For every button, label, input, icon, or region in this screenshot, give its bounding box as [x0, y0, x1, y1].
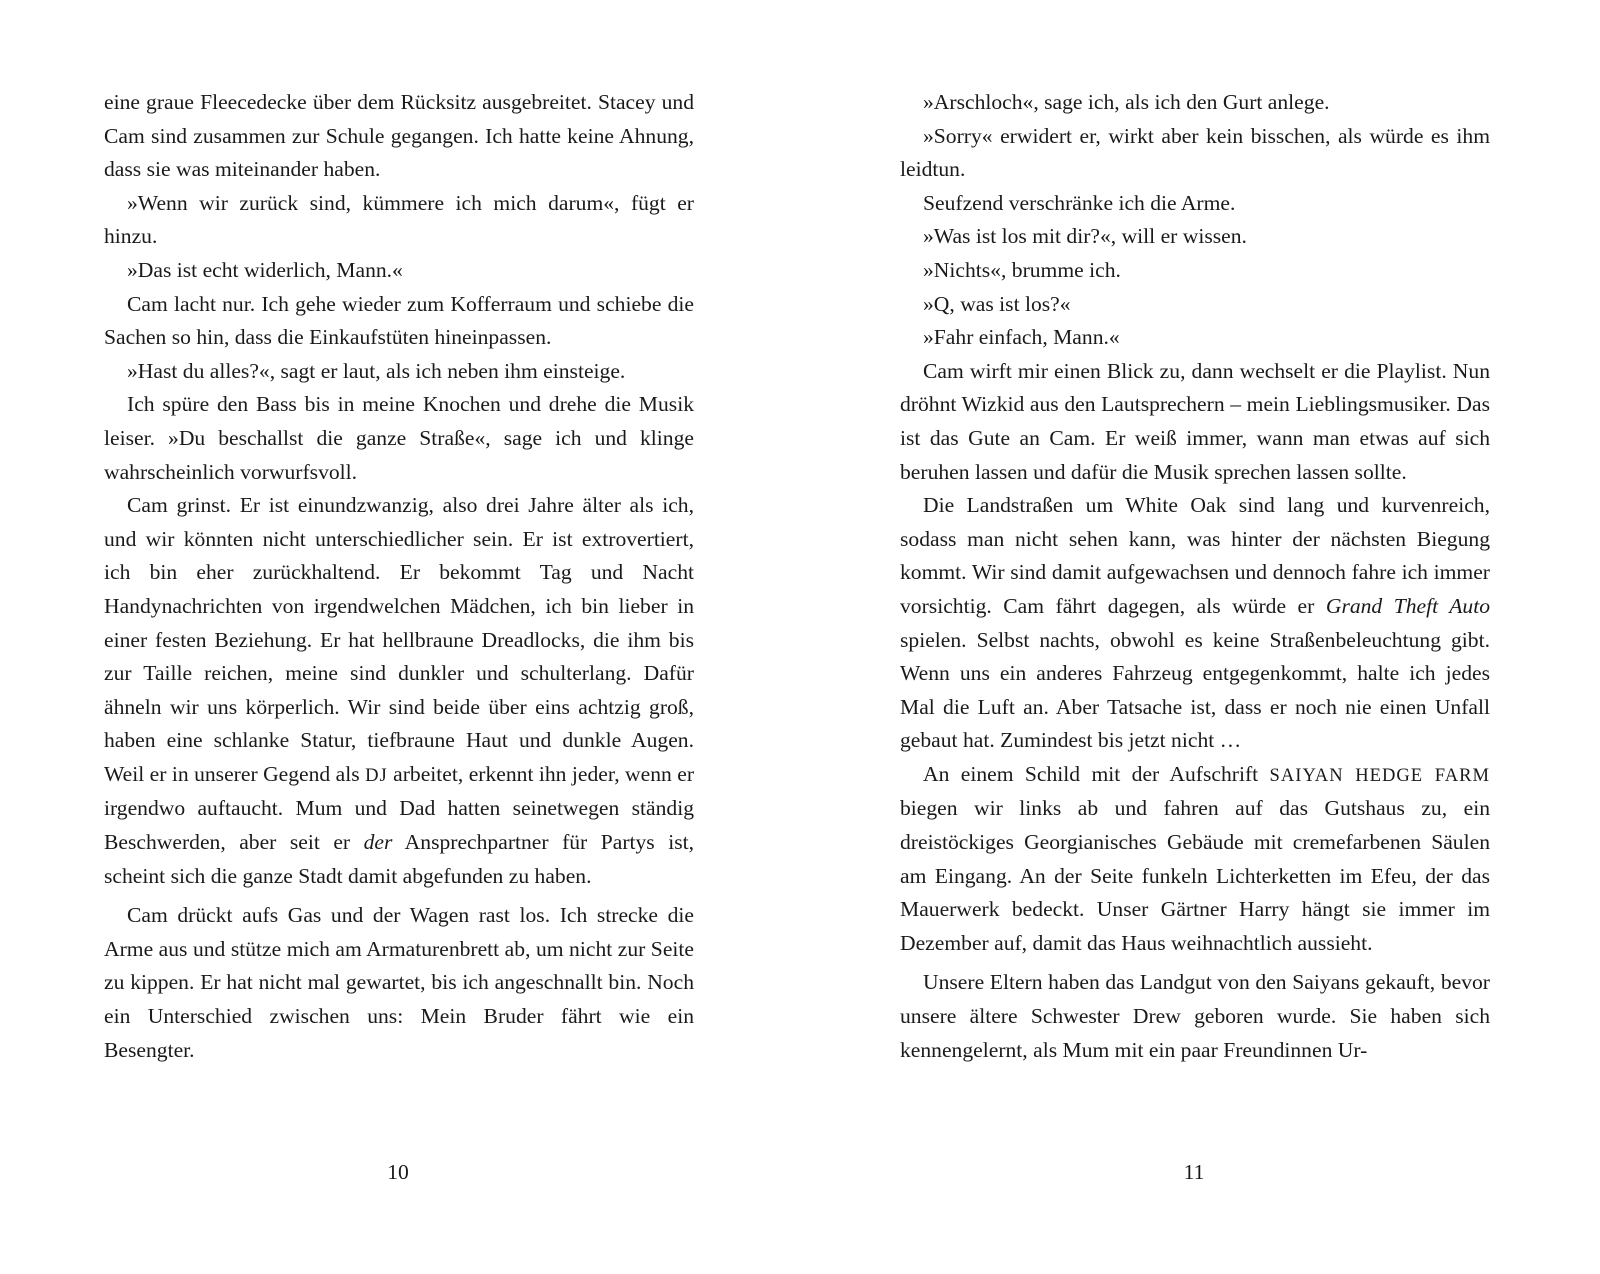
paragraph: eine graue Fleecedecke über dem Rücksitz ausgebreitet. Stacey und Cam sind zusammen zur Schule gegangen. Ich hatte keine Ahnung, dass sie was miteinander haben.	[104, 90, 694, 182]
paragraph: Cam wirft mir einen Blick zu, dann wechselt er die Playlist. Nun dröhnt Wizkid aus den Lautsprechern – mein Lieblingsmusiker. Das ist das Gute an Cam. Er weiß immer, wann man etwas auf sich beruhen lassen und dafür die Musik sprechen lassen sollte.	[900, 358, 1490, 484]
paragraph: »Q, was ist los?«	[923, 291, 1071, 316]
paragraph: Unsere Eltern haben das Landgut von den Saiyans gekauft, bevor unsere ältere Schwester Drew geboren wurde. Sie haben sich kennengelernt, als Mum mit ein paar Freundinnen Ur-	[900, 970, 1490, 1062]
paragraph: Ich spüre den Bass bis in meine Knochen und drehe die Musik leiser. »Du beschallst die ganze Straße«, sage ich und klinge wahrscheinlich vorwurfsvoll.	[104, 392, 694, 484]
paragraph: »Was ist los mit dir?«, will er wissen.	[923, 224, 1247, 249]
paragraph: Cam grinst. Er ist einundzwanzig, also drei Jahre älter als ich, und wir könnten nicht unterschiedlicher sein. Er ist extrovertiert, ich bin eher zurückhaltend. Er bekommt Tag und Nacht Handynachrichten von irgendwelchen Mädchen, ich bin lieber in einer festen Beziehung. Er hat hellbraune Dreadlocks, die ihm bis zur Taille reichen, meine sind dunkler und schulterlang. Dafür ähneln wir uns körperlich. Wir sind beide über eins achtzig groß, haben eine schlanke Statur, tiefbraune Haut und dunkle Augen. Weil er in unserer Gegend als DJ arbeitet, erkennt ihn jeder, wenn er irgendwo auftaucht. Mum und Dad hatten seinetwegen ständig Beschwerden, aber seit er der Ansprechpartner für Partys ist, scheint sich die ganze Stadt damit abgefunden zu haben.	[104, 493, 695, 888]
left-page-text	[104, 86, 694, 1067]
paragraph: »Das ist echt widerlich, Mann.«	[127, 257, 403, 282]
paragraph: »Hast du alles?«, sagt er laut, als ich neben ihm einsteige.	[127, 358, 626, 383]
paragraph: Die Landstraßen um White Oak sind lang und kurvenreich, sodass man nicht sehen kann, was hinter der nächsten Biegung kommt. Wir sind damit aufgewachsen und dennoch fahre ich immer vorsichtig. Cam fährt dagegen, als würde er Grand Theft Auto spielen. Selbst nachts, obwohl es keine Straßenbeleuchtung gibt. Wenn uns ein anderes Fahrzeug entgegenkommt, halte ich jedes Mal die Luft an. Aber Tatsache ist, dass er noch nie einen Unfall gebaut hat. Zumindest bis jetzt nicht …	[900, 493, 1491, 753]
paragraph: An einem Schild mit der Aufschrift SAIYAN HEDGE FARM biegen wir links ab und fahren auf das Gutshaus zu, ein dreistöckiges Georgianisches Gebäude mit cremefarbenen Säulen am Eingang. An der Seite funkeln Lichterketten im Efeu, der das Mauerwerk bedeckt. Unser Gärtner Harry hängt sie immer im Dezember auf, damit das Haus weihnachtlich aussieht.	[900, 761, 1490, 955]
paragraph: »Nichts«, brumme ich.	[923, 257, 1121, 282]
paragraph: »Wenn wir zurück sind, kümmere ich mich darum«, fügt er hinzu.	[104, 190, 694, 249]
paragraph: »Sorry« erwidert er, wirkt aber kein bisschen, als würde es ihm leidtun.	[900, 123, 1490, 182]
page-number-right: 11	[1183, 1160, 1205, 1184]
paragraph: Cam lacht nur. Ich gehe wieder zum Kofferraum und schiebe die Sachen so hin, dass die Einkaufstüten hineinpassen.	[104, 291, 694, 350]
paragraph: »Fahr einfach, Mann.«	[923, 325, 1120, 350]
right-page-text	[900, 86, 1490, 1067]
paragraph: Seufzend verschränke ich die Arme.	[923, 190, 1236, 215]
paragraph: Cam drückt aufs Gas und der Wagen rast los. Ich strecke die Arme aus und stütze mich am Armaturenbrett ab, um nicht zur Seite zu kippen. Er hat nicht mal gewartet, bis ich angeschnallt bin. Noch ein Unterschied zwischen uns: Mein Bruder fährt wie ein Besengter.	[104, 903, 694, 1062]
page-number-left: 10	[387, 1160, 409, 1184]
paragraph: »Arschloch«, sage ich, als ich den Gurt anlege.	[923, 90, 1330, 114]
